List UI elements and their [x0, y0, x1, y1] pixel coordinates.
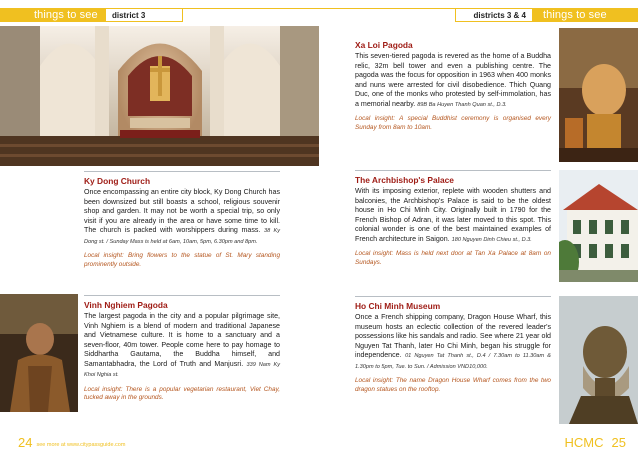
ky-dong-body-text: Once encompassing an entire city block, Ky Dong Church has been downsized but still boasts a school, religious souvenir shop and garden. It may not be worth a special trip, so only visit if you are already in the area or have some time to kill. The church is packed with worshippers during mass.	[84, 188, 280, 234]
left-header	[0, 8, 319, 22]
right-footer	[565, 435, 626, 450]
archbishop-body	[355, 187, 551, 245]
right-district-label: districts 3 & 4	[473, 10, 526, 20]
vinh-nghiem-body-text: The largest pagoda in the city and a popular pilgrimage site, Vinh Nghiem is a blend of modern and traditional Japanese and Vietnamese culture. It is home to a sanctuary and a seven-floor, 40m tower. People come here to pay homage to Siddhartha Gautama, the Buddha himself, and Samantabhadra, the Lord of Truth and Manjusri.	[84, 312, 280, 368]
vinh-nghiem-rule	[84, 295, 280, 296]
hcm-museum-title: Ho Chi Minh Museum	[355, 301, 441, 311]
right-header	[319, 8, 638, 22]
right-header-rule	[319, 8, 455, 9]
ky-dong-church-article	[84, 171, 280, 269]
hcm-museum-address: 01 Nguyen Tat Thanh st., D.4 / 7.30am to 11.30am & 1.30pm to 5pm, Tue. to Sun. / Admission VND10,000.	[355, 353, 551, 370]
ky-dong-address: 38 Ky Dong st. / Sunday Mass is held at 6am, 10am, 5pm, 6.30pm and 8pm.	[84, 228, 280, 245]
vinh-nghiem-body	[84, 312, 280, 381]
xa-loi-insight: Local insight: A special Buddhist ceremony is organised every Sunday from 8am to 10am.	[355, 115, 551, 131]
xa-loi-body-text: This seven-tiered pagoda is revered as the home of a Buddha relic, 32m bell tower and even a publishing centre. The pagoda was the focus for opposition in 1963 when 400 monks and nuns were arrested for civil disobedience. Thich Quang Duc, one of the monks who protested by self-immolation, has a memorial nearby.	[355, 52, 551, 108]
hcm-statue-photo	[559, 296, 638, 424]
ky-dong-insight: Local insight: Bring flowers to the statue of St. Mary standing prominently outside.	[84, 252, 280, 268]
xa-loi-body	[355, 52, 551, 110]
xa-loi-pagoda-photo	[559, 28, 638, 162]
page-brand: HCMC	[564, 435, 604, 450]
ky-dong-rule	[84, 171, 280, 172]
right-section-label: things to see	[543, 9, 607, 21]
archbishop-address: 180 Nguyen Dinh Chieu st., D.3.	[451, 236, 532, 243]
vinh-nghiem-address: 339 Nam Ky Khoi Nghia st.	[84, 361, 280, 378]
left-footer	[18, 435, 125, 450]
right-page-number: 25	[611, 435, 626, 450]
left-section-tab	[0, 8, 105, 22]
archbishop-title: The Archbishop's Palace	[355, 175, 454, 185]
archbishop-palace-article	[355, 170, 551, 267]
archbishop-body-text: With its imposing exterior, replete with wooden shutters and balconies, the Archbishop's Palace is said to be the oldest house in Ho Chi Minh City. Originally built in 1790 for the French Bishop of Adran, it was later moved to this spot. This colonial wonder is one of the best maintained examples of French architecture in Saigon.	[355, 187, 551, 243]
left-page-number: 24	[18, 435, 33, 450]
xa-loi-address: 89B Ba Huyen Thanh Quan st., D.3.	[417, 101, 507, 108]
hcm-museum-body-text: Once a French shipping company, Dragon House Wharf, this museum hosts an eclectic collection of the revered leader's possessions like his sandals and radio. See where 21 year old Nguyen Tat Thanh, later Ho Chi Minh, began his struggle for independence.	[355, 313, 551, 359]
right-section-tab	[533, 8, 638, 22]
vinh-nghiem-insight: Local insight: There is a popular vegetarian restaurant, Viet Chay, tucked away in the grounds.	[84, 385, 280, 402]
ky-dong-title: Ky Dong Church	[84, 176, 151, 186]
left-district-label: district 3	[112, 10, 146, 20]
left-district-tab	[105, 8, 183, 22]
vinh-nghiem-monk-photo	[0, 294, 78, 412]
left-section-label: things to see	[34, 9, 98, 21]
hcm-museum-body	[355, 313, 551, 372]
right-page	[319, 0, 638, 456]
archbishop-rule	[355, 170, 551, 171]
archbishop-insight: Local insight: Mass is held next door at Tan Xa Palace at 8am on Sundays.	[355, 250, 551, 266]
archbishop-palace-photo	[559, 170, 638, 282]
xa-loi-title: Xa Loi Pagoda	[355, 40, 413, 50]
hcm-museum-rule	[355, 296, 551, 297]
ky-dong-church-photo	[0, 26, 319, 166]
xa-loi-article	[355, 40, 551, 132]
footer-website-link[interactable]: see more at www.citypassguide.com	[36, 442, 126, 448]
hcm-museum-insight: Local insight: The name Dragon House Wharf comes from the two dragon statues on the rooftop.	[355, 377, 551, 393]
hcm-museum-article	[355, 296, 551, 394]
vinh-nghiem-title: Vinh Nghiem Pagoda	[84, 300, 168, 310]
vinh-nghiem-article	[84, 295, 280, 403]
ky-dong-body	[84, 188, 280, 247]
right-district-tab	[455, 8, 533, 22]
left-header-rule	[183, 8, 319, 9]
